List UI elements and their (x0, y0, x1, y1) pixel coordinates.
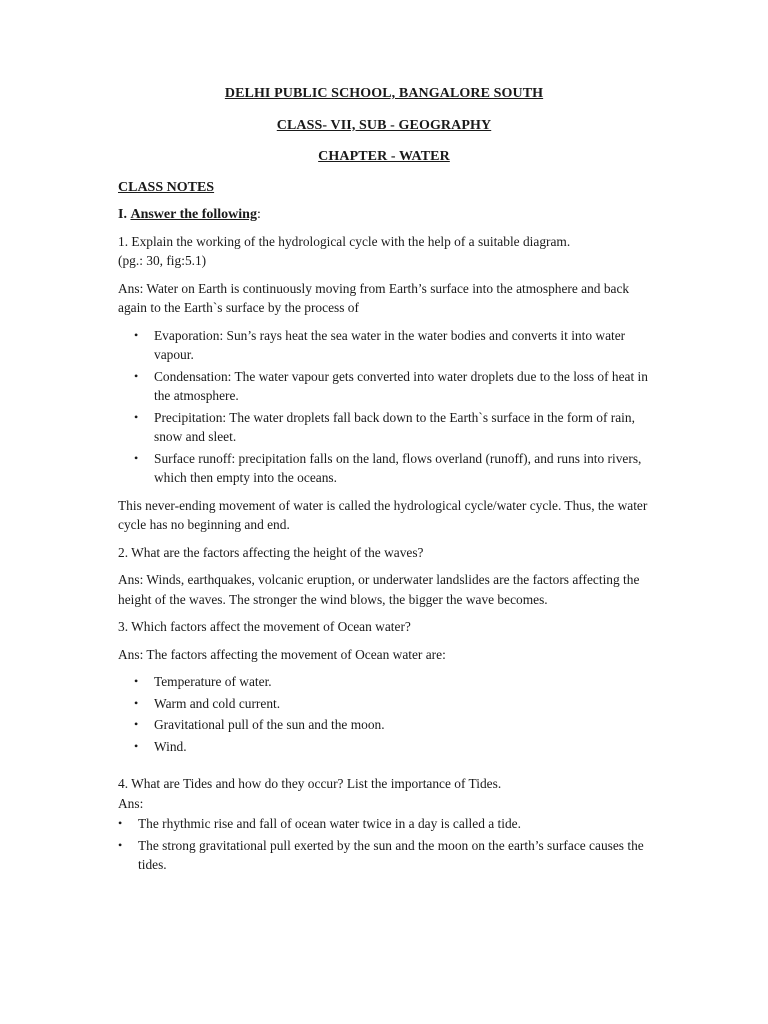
list-item (134, 449, 650, 488)
q1-question (118, 232, 650, 271)
list-item-text: Wind. (154, 738, 187, 754)
section-number: I. (118, 207, 127, 222)
bullet-icon: • (134, 450, 139, 465)
list-item (134, 694, 650, 714)
class-notes-heading: CLASS NOTES (118, 179, 215, 195)
q3-answer: Ans: The factors affecting the movement of Ocean water are: (118, 646, 446, 662)
bullet-icon: • (134, 738, 139, 753)
q3-question: 3. Which factors affect the movement of Ocean water? (118, 619, 411, 634)
q1-answer: Ans: Water on Earth is continuously moving from Earth’s surface into the atmosphere and back again to the Earth`s surface by the process of (118, 280, 630, 315)
bullet-icon: • (118, 816, 123, 830)
q3-bullet-list (118, 672, 650, 756)
list-item (118, 814, 650, 834)
list-item (134, 408, 650, 447)
q1-bullet-list (118, 326, 650, 488)
list-item (134, 672, 650, 692)
bullet-icon: • (134, 368, 139, 383)
list-item-text: Temperature of water. (154, 674, 272, 689)
list-item (134, 326, 650, 365)
chapter-heading: CHAPTER - WATER (318, 149, 450, 164)
bullet-icon: • (134, 409, 139, 424)
q1-question-line1: 1. Explain the working of the hydrological cycle with the help of a suitable diagram. (118, 233, 571, 249)
list-item-text: Surface runoff: precipitation falls on the land, flows overland (runoff), and runs into rivers, which then empty into the oceans. (154, 450, 642, 485)
list-item (134, 715, 650, 735)
class-subject-heading: CLASS- VII, SUB - GEOGRAPHY (276, 117, 492, 133)
list-item-text: The rhythmic rise and fall of ocean water twice in a day is called a tide. (138, 816, 521, 831)
bullet-icon: • (134, 695, 139, 710)
bullet-icon: • (134, 717, 139, 731)
list-item-text: Condensation: The water vapour gets converted into water droplets due to the loss of heat in the atmosphere. (154, 368, 648, 403)
section-title-suffix: : (256, 207, 261, 222)
school-heading: DELHI PUBLIC SCHOOL, BANGALORE SOUTH (224, 86, 544, 101)
list-item-text: Evaporation: Sun’s rays heat the sea water in the water bodies and converts it into water vapour. (154, 327, 626, 362)
q4-answer-label: Ans: (118, 795, 144, 811)
bullet-icon: • (134, 674, 139, 688)
bullet-icon: • (118, 837, 123, 852)
section-title-text: Answer the following (130, 207, 257, 222)
list-item (134, 737, 650, 757)
q4-bullet-list (118, 814, 650, 875)
q2-answer: Ans: Winds, earthquakes, volcanic eruption, or underwater landslides are the factors affecting the height of the waves. The stronger the wind blows, the bigger the wave becomes. (118, 572, 640, 607)
document-page (118, 84, 650, 877)
bullet-icon: • (134, 327, 139, 342)
q2-question: 2. What are the factors affecting the height of the waves? (118, 544, 424, 560)
list-item (118, 836, 650, 875)
q4-question: 4. What are Tides and how do they occur? List the importance of Tides. (118, 776, 502, 791)
list-item-text: Gravitational pull of the sun and the moon. (154, 717, 385, 732)
q1-conclusion: This never-ending movement of water is called the hydrological cycle/water cycle. Thus, the water cycle has no beginning and end. (118, 497, 648, 532)
list-item (134, 367, 650, 406)
q1-question-line2: (pg.: 30, fig:5.1) (118, 253, 207, 268)
list-item-text: The strong gravitational pull exerted by the sun and the moon on the earth’s surface causes the tides. (138, 837, 644, 872)
list-item-text: Warm and cold current. (154, 695, 281, 711)
section-title (118, 205, 650, 225)
list-item-text: Precipitation: The water droplets fall back down to the Earth`s surface in the form of rain, snow and sleet. (154, 409, 635, 444)
